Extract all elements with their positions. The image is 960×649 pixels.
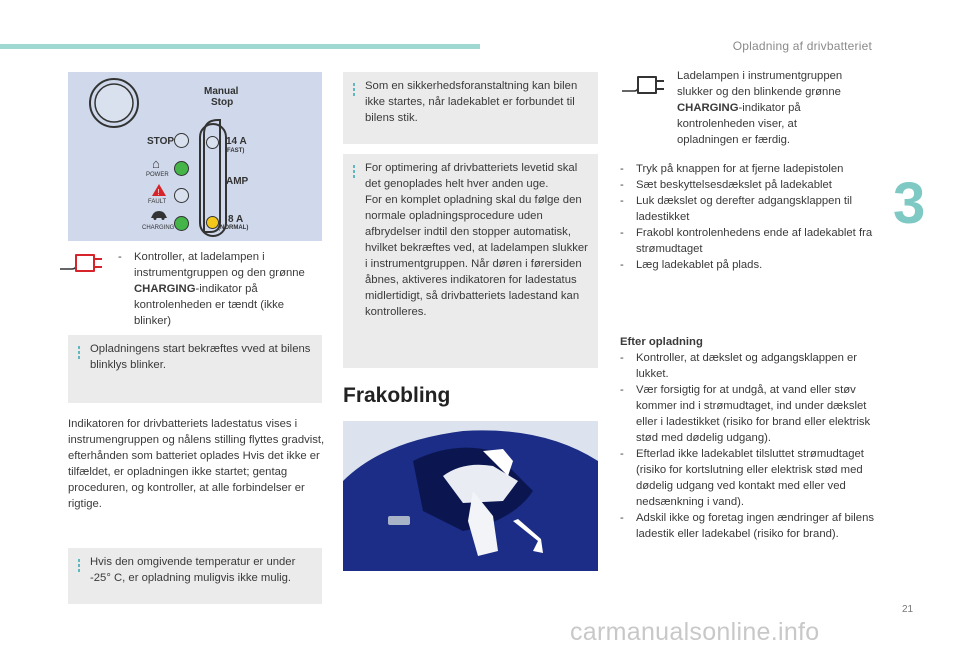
info-bar-icon	[78, 559, 80, 573]
manual-stop-label: Manual	[204, 86, 239, 97]
watermark: carmanualsonline.info	[570, 618, 820, 646]
normal-label: (NORMAL)	[218, 225, 249, 231]
after-charging-title: Efter opladning	[620, 336, 703, 348]
lamp-bold: CHARGING	[677, 102, 739, 114]
charging-control-panel-illustration	[68, 72, 322, 241]
info-note-temperature	[68, 548, 322, 604]
info-note-safety	[343, 72, 598, 144]
page-number: 21	[902, 604, 914, 615]
home-icon: ⌂	[152, 156, 160, 171]
lamp-post: -indikator på kontrolenheden viser, at opladningen er færdig.	[677, 102, 801, 146]
list-item: - Tryk på knappen for at fjerne ladepistolen	[620, 163, 844, 175]
normal-amp-label: 8 A	[228, 214, 244, 225]
bullet-dash: -	[118, 251, 122, 263]
note-text: Som en sikkerhedsforanstaltning kan bilen ikke startes, når ladekablet er forbundet til bilens stik.	[365, 80, 578, 124]
fault-led	[174, 188, 189, 203]
note-text	[365, 160, 592, 320]
panel-drawing	[68, 72, 322, 241]
check-bold: CHARGING	[134, 283, 196, 295]
list-item: - Efterlad ikke ladekablet tilsluttet strømudtaget (risiko for kortslutning eller elektrisk stød med dødelig udgang ved kontakt med eller ved nedsænkning i vand).	[620, 448, 864, 508]
charging-label: CHARGING	[142, 225, 175, 231]
manual-stop-label-2: Stop	[211, 97, 234, 108]
disconnect-steps-list	[620, 161, 878, 273]
list-item: - Sæt beskyttelsesdækslet på ladekablet	[620, 179, 832, 191]
check-post: -indikator på kontrolenheden er tændt (ikke blinker)	[134, 283, 285, 327]
normal-led	[206, 216, 219, 229]
fast-led	[206, 136, 219, 149]
amp-label: AMP	[226, 176, 249, 187]
info-bar-icon	[353, 165, 355, 179]
warning-icon	[152, 184, 166, 196]
car-icon	[150, 210, 168, 220]
info-note-battery-life	[343, 154, 598, 368]
chapter-number: 3	[893, 171, 926, 236]
after-charging-section	[620, 334, 878, 542]
fast-label: (FAST)	[225, 148, 245, 154]
header-accent-bar	[0, 44, 480, 49]
charging-led	[174, 216, 189, 231]
info-bar-icon	[353, 83, 355, 97]
info-bar-icon	[78, 346, 80, 360]
info-note-blinkers	[68, 335, 322, 403]
note-text: Hvis den omgivende temperatur er under -25° C, er opladning muligvis ikke mulig.	[90, 556, 296, 584]
check-charging-text	[118, 249, 324, 329]
note-line-2: For en komplet opladning skal du følge den normale opladningsprocedure uden afbrydelser indtil den stopper automatisk, hvilket bekræftes ved, at ladelampen slukker i instrumentgruppen. Når døren i førersiden åbnes, aktiveres indikatoren for ladestatus midlertidigt, så drivbatteriets ladestand kan kontrolleres.	[365, 194, 588, 318]
check-pre: Kontroller, at ladelampen i instrumentgruppen og den grønne	[134, 251, 305, 279]
svg-text:!: !	[157, 188, 160, 196]
plug-icon	[58, 250, 114, 276]
list-item: - Vær forsigtig for at undgå, at vand eller støv kommer ind i strømudtaget, ind under dækslet eller i ladestikket (risiko for brand eller elektrisk stød med dødelig udgang).	[620, 384, 871, 444]
lamp-pre: Ladelampen i instrumentgruppen slukker og den blinkende grønne	[677, 70, 843, 98]
plug-icon	[620, 72, 676, 98]
list-item: - Kontroller, at dækslet og adgangsklappen er lukket.	[620, 352, 858, 380]
power-led	[174, 161, 189, 176]
fast-amp-label: 14 A	[226, 136, 247, 147]
fault-label: FAULT	[148, 199, 167, 205]
note-text: Opladningens start bekræftes vved at bilens blinklys blinker.	[90, 343, 311, 371]
lamp-description	[677, 68, 857, 148]
indicator-paragraph: Indikatoren for drivbatteriets ladestatus vises i instrumengruppen og nålens stilling flyttes gradvist, efterhånden som batteriet oplades Hvis det ikke er tilfældet, er opladningen ikke startet; gentag proceduren, og kontroller, at alle forbindelser er rigtige.	[68, 418, 325, 510]
stop-led	[174, 133, 189, 148]
photo-drawing	[343, 421, 598, 571]
note-line-1: For optimering af drivbatteriets levetid skal det genoplades helt hver anden uge.	[365, 162, 578, 190]
power-label: POWER	[146, 172, 169, 178]
section-heading-frakobling: Frakobling	[343, 384, 451, 407]
stop-label: STOP	[147, 136, 175, 147]
page-header-title: Opladning af drivbatteriet	[732, 39, 872, 53]
list-item: - Frakobl kontrolenhedens ende af ladekablet fra strømudtaget	[620, 227, 873, 255]
list-item: - Luk dækslet og derefter adgangsklappen til ladestikket	[620, 195, 853, 223]
charging-plug-photo	[343, 421, 598, 571]
list-item: - Læg ladekablet på plads.	[620, 259, 763, 271]
list-item: - Adskil ikke og foretag ingen ændringer af bilens ladestik eller ladekabel (risiko for brand).	[620, 512, 875, 540]
